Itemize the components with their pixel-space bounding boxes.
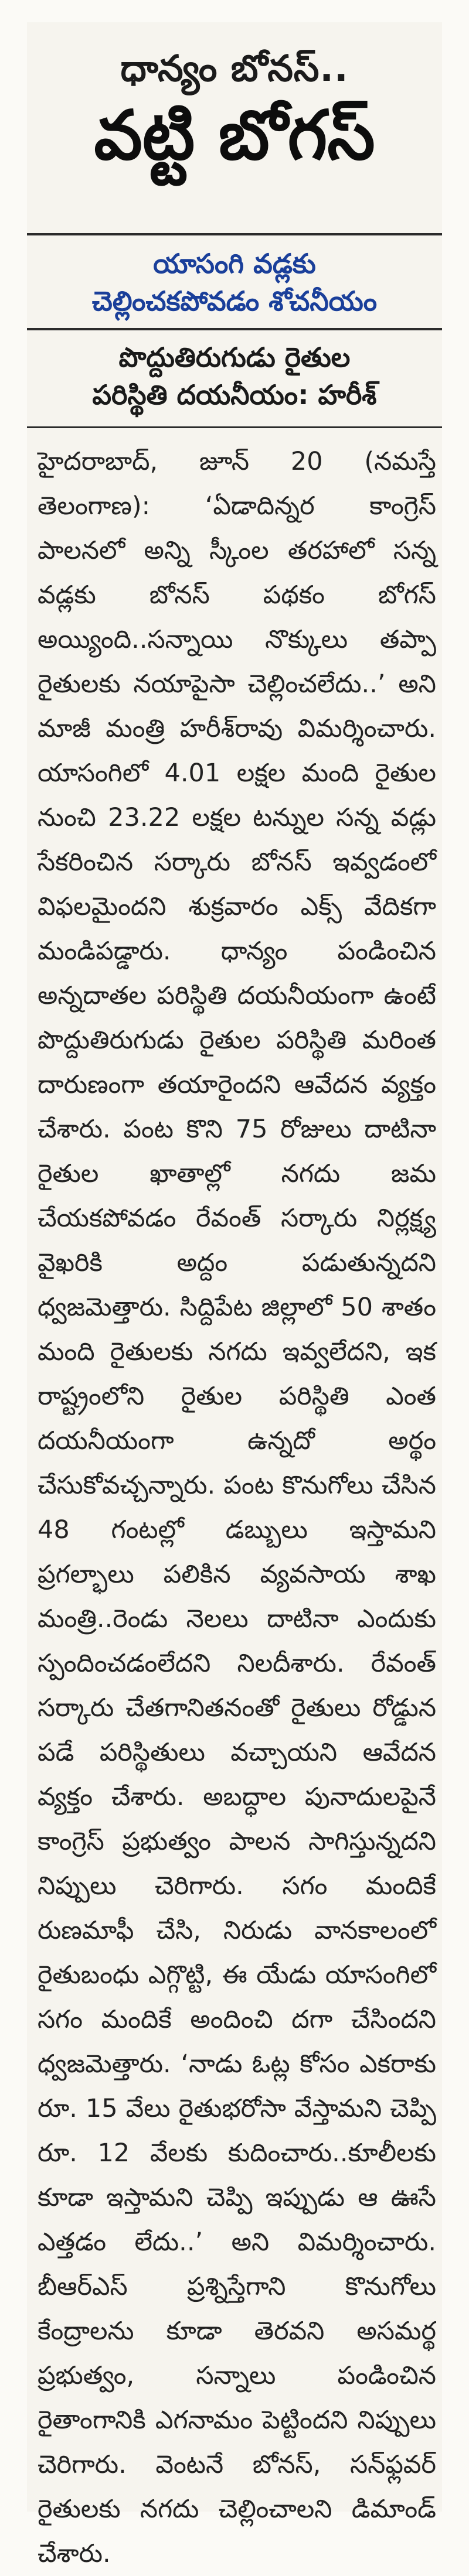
subheading-primary-line2: చెల్లించకపోవడం శోచనీయం bbox=[91, 285, 378, 317]
article-body-text bbox=[38, 439, 436, 2576]
newspaper-clipping bbox=[27, 22, 442, 2568]
divider-middle bbox=[27, 328, 442, 330]
subheading-primary-line1: యాసంగి వడ్లకు bbox=[153, 248, 316, 279]
divider-top bbox=[27, 233, 442, 235]
article-headline: వట్టి బోగస్ bbox=[94, 96, 375, 175]
article-kicker: ధాన్యం బోనస్.. bbox=[120, 47, 349, 90]
subheading-secondary bbox=[27, 339, 442, 414]
article-body bbox=[38, 439, 437, 2568]
divider-bottom bbox=[27, 426, 442, 428]
subheading-primary bbox=[27, 245, 442, 320]
article-body-paragraph: ‘ఏడాదిన్నర కాంగ్రెస్ పాలనలో అన్ని స్కీంల తరహాలో సన్న వడ్లకు బోనస్ పథకం బోగస్ అయ్యింది..సన్నాయి నొక్కులు తప్పా రైతులకు నయాపైసా చెల్లించలేదు..’ అని మాజీ మంత్రి హరీశ్‌రావు విమర్శించారు. యాసంగిలో 4.01 లక్షల మంది రైతుల నుంచి 23.22 లక్షల టన్నుల సన్న వడ్లు సేకరించిన సర్కారు బోనస్ ఇవ్వడంలో విఫలమైందని శుక్రవారం ఎక్స్ వేదికగా మండిపడ్డారు. ధాన్యం పండించిన అన్నదాతల పరిస్థితి దయనీయంగా ఉంటే పొద్దుతిరుగుడు రైతుల పరిస్థితి మరింత దారుణంగా తయారైందని ఆవేదన వ్యక్తం చేశారు. పంట కొని 75 రోజులు దాటినా రైతుల ఖాతాల్లో నగదు జమ చేయకపోవడం రేవంత్ సర్కారు నిర్లక్ష్య వైఖరికి అద్దం పడుతున్నదని ధ్వజమెత్తారు. సిద్దిపేట జిల్లాలో 50 శాతం మంది రైతులకు నగదు ఇవ్వలేదని, ఇక రాష్ట్రంలోని రైతుల పరిస్థితి ఎంత దయనీయంగా ఉన్నదో అర్థం చేసుకోవచ్చన్నారు. పంట కొనుగోలు చేసిన 48 గంటల్లో డబ్బులు ఇస్తామని ప్రగల్భాలు పలికిన వ్యవసాయ శాఖ మంత్రి..రెండు నెలలు దాటినా ఎందుకు స్పందించడంలేదని నిలదీశారు. రేవంత్ సర్కారు చేతగానితనంతో రైతులు రోడ్డున పడే పరిస్థితులు వచ్చాయని ఆవేదన వ్యక్తం చేశారు. అబద్ధాల పునాదులపైనే కాంగ్రెస్ ప్రభుత్వం పాలన సాగిస్తున్నదని నిప్పులు చెరిగారు. సగం మందికే రుణమాఫీ చేసి, నిరుడు వానకాలంలో రైతుబంధు ఎగ్గొట్టి, ఈ యేడు యాసంగిలో సగం మందికే అందించి దగా చేసిందని ధ్వజమెత్తారు. ‘నాడు ఓట్ల కోసం ఎకరాకు రూ. 15 వేలు రైతుభరోసా వేస్తామని చెప్పి రూ. 12 వేలకు కుదించారు..కూలీలకు కూడా ఇస్తామని చెప్పి ఇప్పుడు ఆ ఊసే ఎత్తడం లేదు..’ అని విమర్శించారు. బీఆర్ఎస్ ప్రశ్నిస్తేగాని కొనుగోలు కేంద్రాలను కూడా తెరవని అసమర్థ ప్రభుత్వం, సన్నాలు పండించిన రైతాంగానికి ఎగనామం పెట్టిందని నిప్పులు చెరిగారు. వెంటనే బోనస్, సన్‌ఫ్లవర్ రైతులకు నగదు చెల్లించాలని డిమాండ్ చేశారు. bbox=[38, 491, 437, 2568]
subheading-secondary-line1: పొద్దుతిరుగుడు రైతుల bbox=[118, 341, 351, 373]
article-dateline: హైదరాబాద్, జూన్ 20 (నమస్తే తెలంగాణ): bbox=[38, 447, 436, 521]
subheading-secondary-line2: పరిస్థితి దయనీయం: హరీశ్ bbox=[92, 379, 377, 411]
